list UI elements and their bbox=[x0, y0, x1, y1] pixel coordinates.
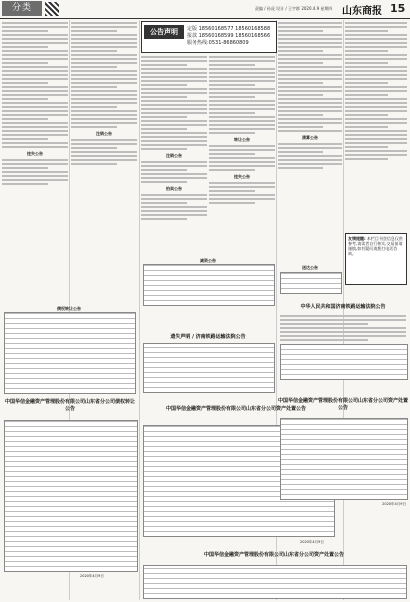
mid-small-table bbox=[143, 264, 275, 306]
heading-mid-2: 拍卖公告 bbox=[166, 186, 182, 191]
page-number: 15 bbox=[390, 2, 406, 15]
cinda-bottom-title: 中国华信金融资产管理股份有限公司山东省分公司资产处置公告 bbox=[203, 552, 344, 558]
heading-mid-4: 挂失公告 bbox=[234, 174, 250, 179]
cinda-bottom-table bbox=[143, 565, 407, 599]
cinda-left-table bbox=[4, 420, 138, 572]
right-col-a bbox=[278, 20, 342, 171]
center-footer-date: 2020年4月9日 bbox=[300, 540, 324, 544]
heading-right-1: 清算公告 bbox=[302, 135, 318, 140]
court-table bbox=[280, 344, 408, 380]
debt-table-heading: 债权转让公告 bbox=[57, 306, 81, 311]
cinda-left-title: 中国华信金融资产管理股份有限公司山东省分公司债权转让公告 bbox=[4, 399, 135, 412]
agency-phone3: 服务热线:0531-86860809 bbox=[187, 40, 249, 46]
auction-table bbox=[143, 343, 275, 393]
qr-code-icon bbox=[45, 2, 59, 16]
left-footer-date: 2020年4月9日 bbox=[80, 574, 104, 578]
section-label: 分类 bbox=[2, 1, 42, 16]
notice-title: 友情提醒: bbox=[348, 236, 366, 241]
right-footer-date: 2020年4月9日 bbox=[382, 502, 406, 506]
cinda-right-table bbox=[280, 418, 408, 500]
masthead: 山东商报 bbox=[342, 6, 382, 17]
center-col-b bbox=[209, 54, 275, 206]
heading-cancel: 注销公告 bbox=[96, 131, 112, 136]
heading-mid-3: 转让公告 bbox=[234, 137, 250, 142]
notice-body: 本栏目刊登信息仅供参考,请读者自行核实,交易前请谨慎,如有疑问请拨打电话咨询。 bbox=[348, 236, 403, 256]
second-column bbox=[71, 20, 137, 167]
right-small-table bbox=[280, 272, 342, 294]
agency-phone2: 报款 18560168599 18560168566 bbox=[187, 33, 271, 39]
heading-loss: 挂失公告 bbox=[27, 151, 43, 156]
auction-title: 遗失声明 / 济南铁路运输法院公告 bbox=[170, 334, 246, 340]
ad-agency-box bbox=[141, 21, 277, 53]
right-col-b bbox=[345, 20, 407, 162]
heading-right-2: 送达公告 bbox=[302, 265, 318, 270]
column-rule bbox=[139, 20, 140, 600]
page-header bbox=[0, 0, 410, 19]
cinda-right-title: 中国华信金融资产管理股份有限公司山东省分公司资产处置公告 bbox=[278, 398, 409, 411]
heading-mid-1: 注销公告 bbox=[166, 153, 182, 158]
court-title: 中华人民共和国济南铁路运输法院公告 bbox=[300, 304, 386, 310]
heading-mid-5: 减资公告 bbox=[200, 258, 216, 263]
debt-table bbox=[4, 312, 136, 394]
friendly-notice-box bbox=[345, 233, 407, 285]
center-col-a bbox=[141, 54, 207, 222]
agency-phone1: 定版 18560168577 18560168588 bbox=[187, 26, 271, 32]
editor-meta: 责编 / 孙虎 设计 / 王宇群 2020.4.9 星期四 bbox=[255, 6, 333, 11]
court-text bbox=[280, 313, 406, 343]
agency-logo: 公告声明 bbox=[144, 25, 184, 39]
left-column bbox=[2, 20, 68, 187]
column-rule bbox=[343, 20, 344, 600]
cinda-center-title: 中国华信金融资产管理股份有限公司山东省分公司资产处置公告 bbox=[165, 406, 306, 412]
